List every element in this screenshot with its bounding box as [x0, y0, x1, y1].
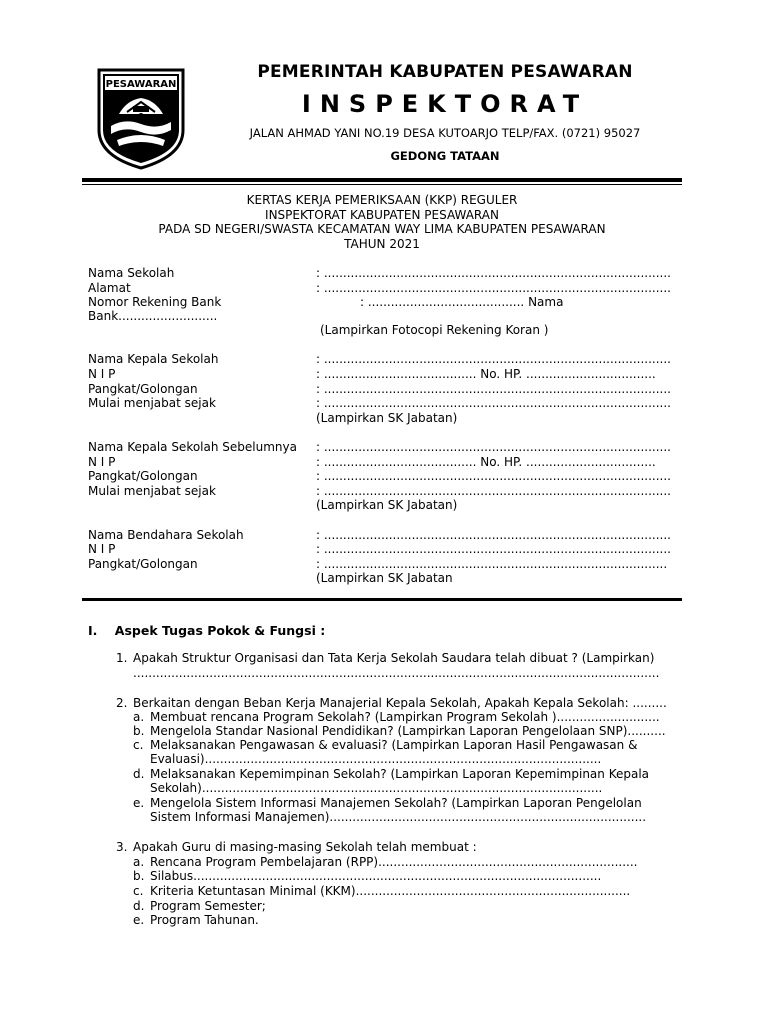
- q2-item-text[interactable]: Membuat rencana Program Sekolah? (Lampirkan Program Sekolah )...........................: [150, 710, 660, 724]
- q2-item-continuation[interactable]: Sekolah).........................................................................................................: [150, 781, 603, 795]
- title-line-1: KERTAS KERJA PEMERIKSAAN (KKP) REGULER: [246, 193, 518, 207]
- title-line-2: INSPEKTORAT KABUPATEN PESAWARAN: [265, 207, 499, 222]
- prev-principal-sk-note: (Lampirkan SK Jabatan): [316, 498, 458, 512]
- principal-nip-label: N I P: [88, 367, 116, 381]
- q3-item-marker: c.: [133, 884, 144, 898]
- principal-sk-note: (Lampirkan SK Jabatan): [316, 411, 458, 425]
- principal-name-label: Nama Kepala Sekolah: [88, 352, 219, 366]
- q2-item-text[interactable]: Melaksanakan Pengawasan & evaluasi? (Lampirkan Laporan Hasil Pengawasan &: [150, 738, 638, 752]
- prev-principal-name-field[interactable]: : ...........................................................................................: [316, 440, 671, 454]
- header-divider-thin: [82, 184, 682, 185]
- q2-item-marker: c.: [133, 738, 144, 752]
- q2-item-text[interactable]: Mengelola Standar Nasional Pendidikan? (Lampirkan Laporan Pengelolaan SNP)..........: [150, 724, 666, 738]
- school-name-label: Nama Sekolah: [88, 266, 175, 280]
- treasurer-nip-label: N I P: [88, 542, 116, 556]
- q2-item-marker: b.: [133, 724, 145, 738]
- q1-answer-field[interactable]: ..........................................................................................................................................: [133, 666, 660, 680]
- q3-item-text[interactable]: Rencana Program Pembelajaran (RPP)....................................................................: [150, 855, 638, 869]
- principal-name-field[interactable]: : ...........................................................................................: [316, 352, 671, 366]
- q2-item-continuation[interactable]: Evaluasi)........................................................................................................: [150, 752, 602, 766]
- section-heading: I. Aspek Tugas Pokok & Fungsi :: [88, 623, 326, 638]
- agency-name: INSPEKTORAT: [301, 90, 589, 118]
- q3-item-text[interactable]: Kriteria Ketuntasan Minimal (KKM)........................................................................: [150, 884, 631, 898]
- q1-text: Apakah Struktur Organisasi dan Tata Kerja Sekolah Saudara telah dibuat ? (Lampirkan): [133, 651, 655, 665]
- treasurer-name-field[interactable]: : ...........................................................................................: [316, 528, 671, 542]
- q2-item-text[interactable]: Mengelola Sistem Informasi Manajemen Sekolah? (Lampirkan Laporan Pengelolan: [150, 796, 642, 810]
- bank-name-field[interactable]: Bank..........................: [88, 309, 218, 323]
- q3-item-text: Program Semester;: [150, 899, 266, 913]
- header-divider: [82, 178, 682, 182]
- bank-account-field[interactable]: : ......................................... Nama: [360, 295, 564, 309]
- q2-item-text[interactable]: Melaksanakan Kepemimpinan Sekolah? (Lampirkan Laporan Kepemimpinan Kepala: [150, 767, 650, 781]
- principal-nip-field[interactable]: : ........................................ No. HP. ..................................: [316, 367, 656, 381]
- q3-text: Apakah Guru di masing-masing Sekolah telah membuat :: [133, 840, 477, 854]
- prev-principal-rank-field[interactable]: : ...........................................................................................: [316, 469, 671, 483]
- prev-principal-since-field[interactable]: : ...........................................................................................: [316, 484, 671, 498]
- treasurer-rank-field[interactable]: : ..........................................................................................: [316, 557, 668, 571]
- address-line: JALAN AHMAD YANI NO.19 DESA KUTOARJO TELP/FAX. (0721) 95027: [249, 126, 641, 140]
- bank-statement-note: (Lampirkan Fotocopi Rekening Koran ): [320, 323, 549, 337]
- q3-item-marker: a.: [133, 855, 145, 869]
- q3-item-marker: d.: [133, 899, 145, 913]
- q2-item-marker: d.: [133, 767, 145, 781]
- q2-item-marker: e.: [133, 796, 145, 810]
- address-label: Alamat: [88, 281, 131, 295]
- school-name-field[interactable]: : ...........................................................................................: [316, 266, 671, 280]
- q1-number: 1.: [116, 651, 128, 665]
- q3-item-text[interactable]: Silabus...........................................................................................................: [150, 869, 602, 883]
- prev-principal-nip-label: N I P: [88, 455, 116, 469]
- q2-item-marker: a.: [133, 710, 145, 724]
- treasurer-rank-label: Pangkat/Golongan: [88, 557, 198, 571]
- treasurer-nip-field[interactable]: : ...........................................................................................: [316, 542, 671, 556]
- principal-rank-label: Pangkat/Golongan: [88, 382, 198, 396]
- q2-item-continuation[interactable]: Sistem Informasi Manajemen)...................................................................................: [150, 810, 647, 824]
- principal-since-label: Mulai menjabat sejak: [88, 396, 216, 410]
- svg-text:PESAWARAN: PESAWARAN: [105, 79, 177, 90]
- pesawaran-crest-logo: [97, 68, 185, 170]
- q3-number: 3.: [116, 840, 128, 854]
- q2-number: 2.: [116, 696, 128, 710]
- title-line-3: PADA SD NEGERI/SWASTA KECAMATAN WAY LIMA KABUPATEN PESAWARAN: [158, 222, 606, 236]
- principal-since-field[interactable]: : ...........................................................................................: [316, 396, 671, 410]
- prev-principal-since-label: Mulai menjabat sejak: [88, 484, 216, 498]
- document-title: [82, 193, 682, 251]
- q3-item-text: Program Tahunan.: [150, 913, 259, 927]
- section-divider: [82, 598, 682, 601]
- city-line: GEDONG TATAAN: [390, 149, 500, 163]
- address-field[interactable]: : ...........................................................................................: [316, 281, 671, 295]
- principal-rank-field[interactable]: : ...........................................................................................: [316, 382, 671, 396]
- q2-text: Berkaitan dengan Beban Kerja Manajerial Kepala Sekolah, Apakah Kepala Sekolah: .........: [133, 696, 667, 710]
- gov-name: PEMERINTAH KABUPATEN PESAWARAN: [257, 62, 633, 82]
- prev-principal-nip-field[interactable]: : ........................................ No. HP. ..................................: [316, 455, 656, 469]
- treasurer-name-label: Nama Bendahara Sekolah: [88, 528, 244, 542]
- title-line-4: TAHUN 2021: [344, 236, 420, 251]
- q3-item-marker: b.: [133, 869, 145, 883]
- q3-item-marker: e.: [133, 913, 145, 927]
- prev-principal-name-label: Nama Kepala Sekolah Sebelumnya: [88, 440, 297, 454]
- prev-principal-rank-label: Pangkat/Golongan: [88, 469, 198, 483]
- bank-account-label: Nomor Rekening Bank: [88, 295, 222, 309]
- treasurer-sk-note: (Lampirkan SK Jabatan: [316, 571, 453, 585]
